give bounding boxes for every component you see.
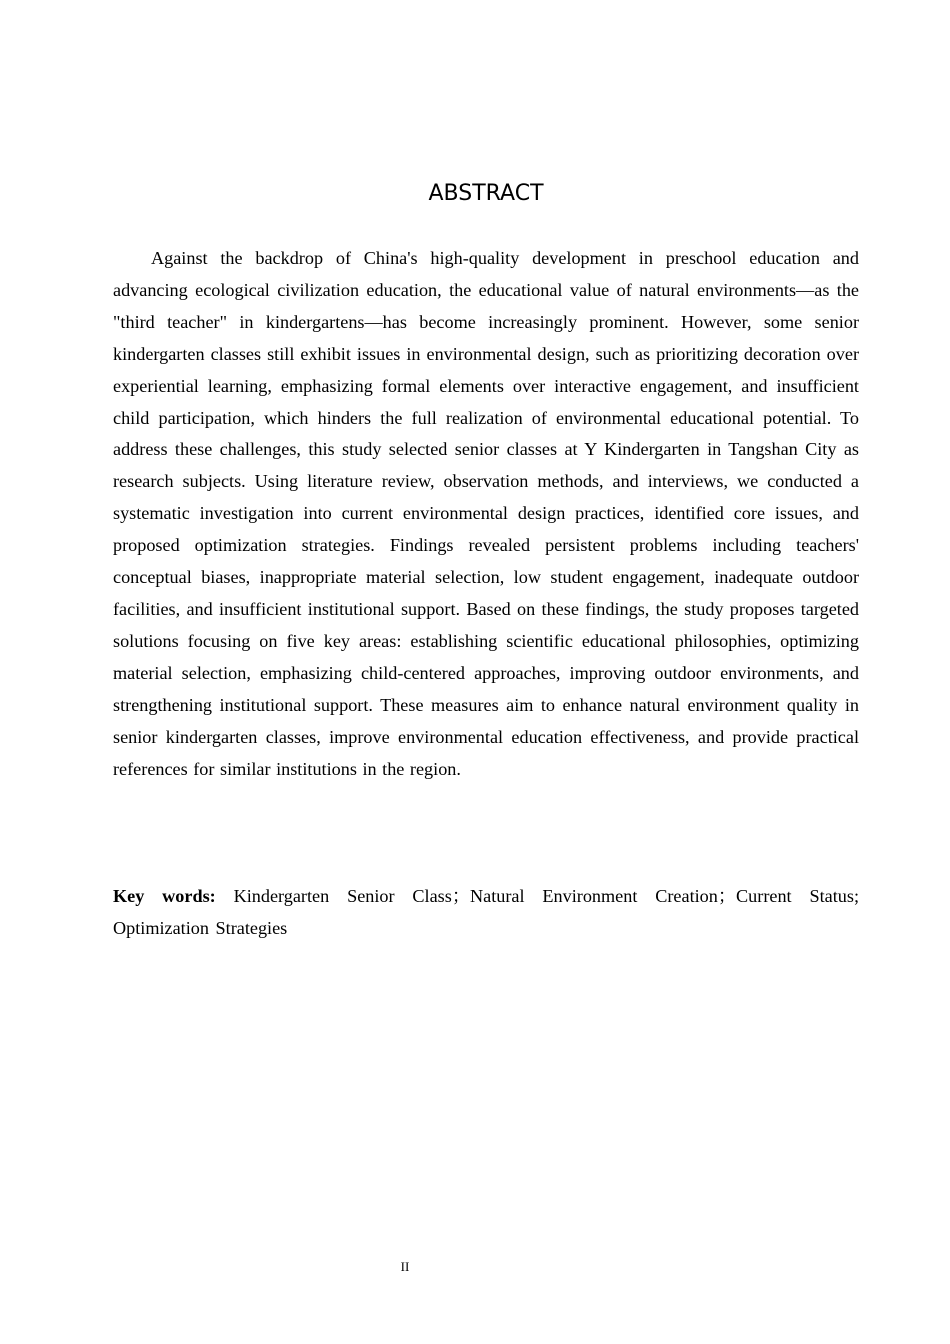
page-number: II: [400, 1259, 410, 1274]
abstract-paragraph: Against the backdrop of China's high-quality development in preschool education and advancing ecological civilization education, the educational value of natural environments—as the "third teacher" in kindergartens—has become increasingly prominent. However, some senior kindergarten classes still exhibit issues in environmental design, such as prioritizing decoration over experiential learning, emphasizing formal elements over interactive engagement, and insufficient child participation, which hinders the full realization of environmental educational potential. To address these challenges, this study selected senior classes at Y Kindergarten in Tangshan City as research subjects. Using literature review, observation methods, and interviews, we conducted a systematic investigation into current environmental design practices, identified core issues, and proposed optimization strategies. Findings revealed persistent problems including teachers' conceptual biases, inappropriate material selection, low student engagement, inadequate outdoor facilities, and insufficient institutional support. Based on these findings, the study proposes targeted solutions focusing on five key areas: establishing scientific educational philosophies, optimizing material selection, emphasizing child-centered approaches, improving outdoor environments, and strengthening institutional support. These measures aim to enhance natural environment quality in senior kindergarten classes, improve environmental education effectiveness, and provide practical references for similar institutions in the region.: [113, 248, 859, 779]
keywords-text: Kindergarten Senior Class；Natural Environment Creation；Current Status; Optimization Strategies: [113, 886, 859, 938]
keywords-label: Key words:: [113, 886, 216, 906]
keywords-line: [113, 881, 859, 944]
abstract-heading: ABSTRACT: [428, 181, 544, 206]
